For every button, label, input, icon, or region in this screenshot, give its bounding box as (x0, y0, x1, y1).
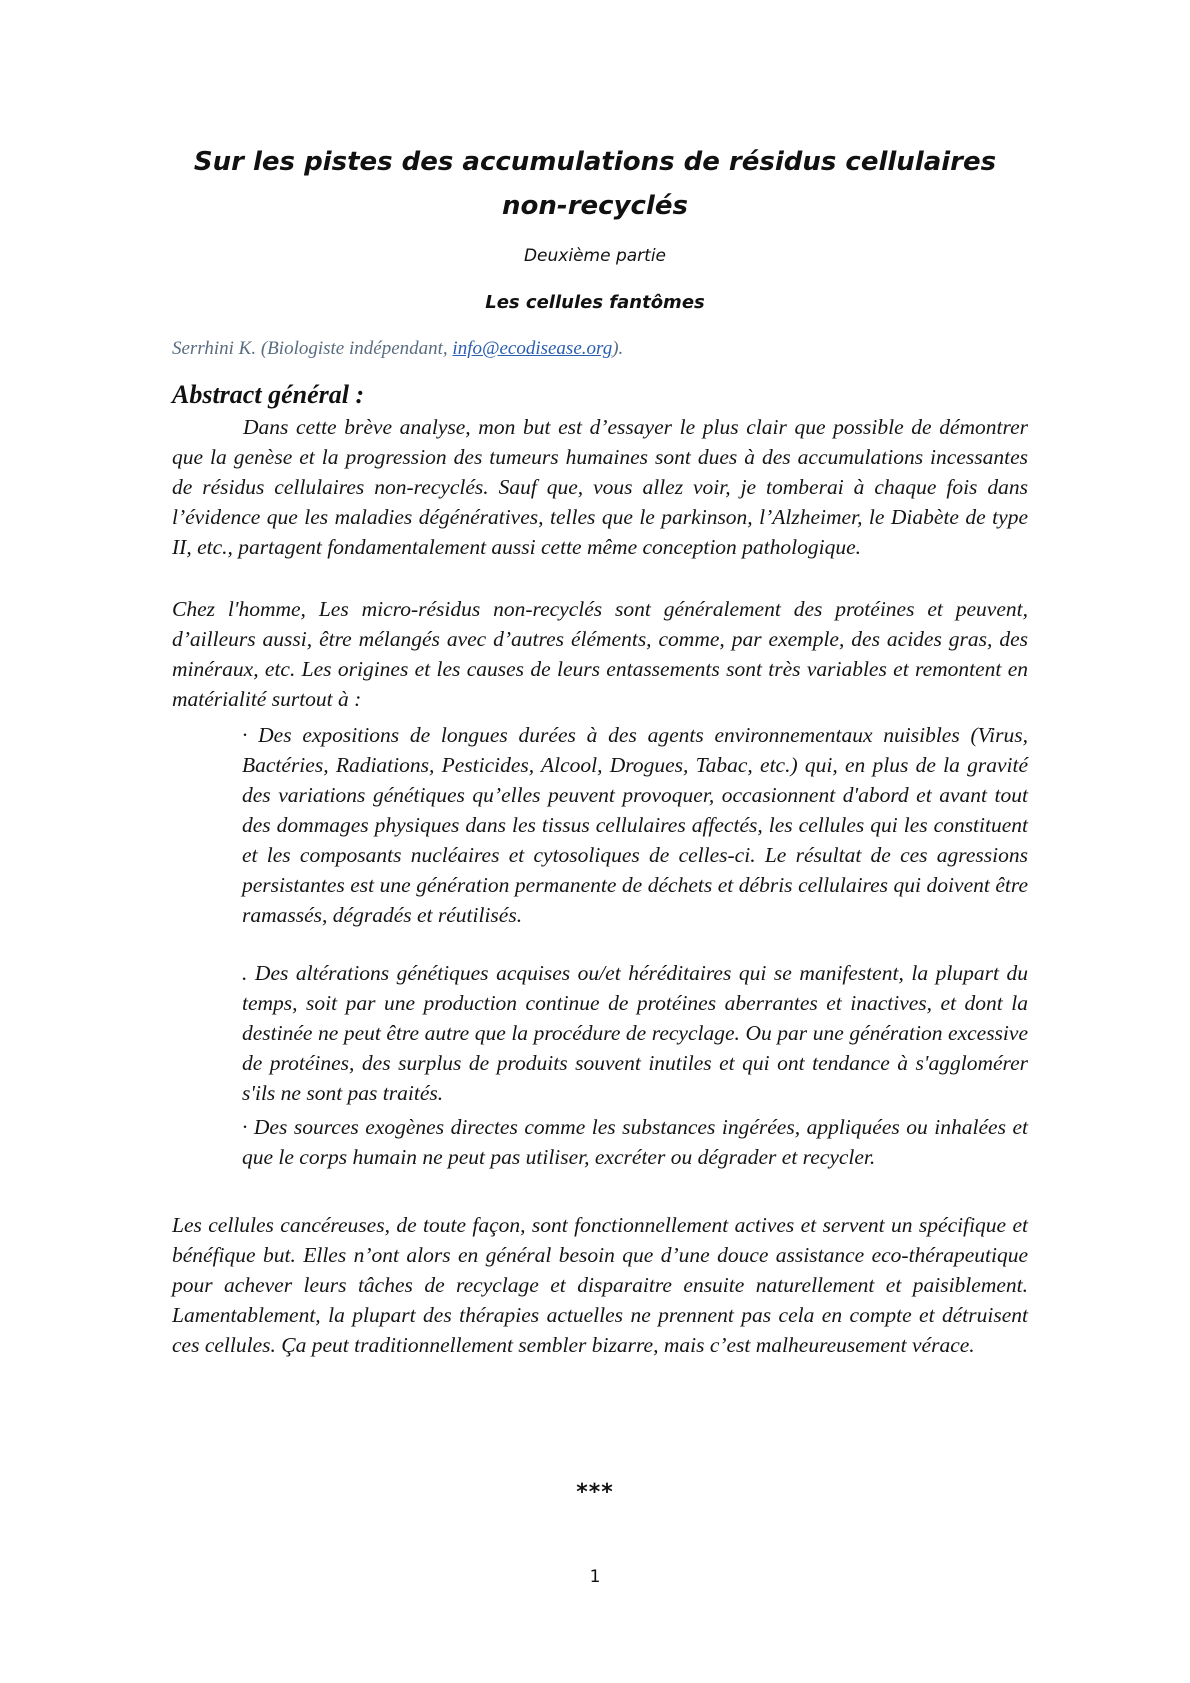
paragraph-conclusion: Les cellules cancéreuses, de toute façon, sont fonctionnellement actives et servent un spécifique et bénéfique but. Elles n’ont alors en général besoin que d’une douce assistance eco-thérapeutique pour achever leurs tâches de recyclage et disparaitre ensuite naturellement et paisiblement. Lamentablement, la plupart des thérapies actuelles ne prennent pas cela en compte et détruisent ces cellules. Ça peut traditionnellement sembler bizarre, mais c’est malheureusement vérace. (172, 1213, 1028, 1357)
author-name: Serrhini K. (Biologiste indépendant, (172, 338, 453, 359)
page-number: 1 (589, 1567, 601, 1587)
section-title: Les cellules fantômes (485, 292, 705, 313)
document-part: Deuxième partie (523, 246, 667, 266)
bullet-environment: · Des expositions de longues durées à des agents environnementaux nuisibles (Virus, Bactéries, Radiations, Pesticides, Alcool, Drogues, Tabac, etc.) qui, en plus de la gravité des variations génétiques qu’elles peuvent provoquer, occasionnent d'abord et avant tout des dommages physiques dans les tissus cellulaires affectés, les cellules qui les constituent et les composants nucléaires et cytosoliques de celles-ci. Le résultat de ces agressions persistantes est une génération permanente de déchets et débris cellulaires qui doivent être ramassés, dégradés et réutilisés. (242, 723, 1028, 927)
abstract-heading: Abstract général : (172, 380, 365, 409)
section-separator: *** (576, 1480, 614, 1505)
author-line (172, 338, 1022, 360)
bullet-genetic: . Des altérations génétiques acquises ou/et héréditaires qui se manifestent, la plupart du temps, soit par une production continue de protéines aberrantes et inactives, et dont la destinée ne peut être autre que la procédure de recyclage. Ou par une génération excessive de protéines, des surplus de produits souvent inutiles et qui ont tendance à s'agglomérer s'ils ne sont pas traités. (242, 961, 1028, 1105)
author-email-link[interactable]: info@ecodisease.org (452, 338, 613, 359)
paragraph-intro: Dans cette brève analyse, mon but est d’essayer le plus clair que possible de démontrer que la genèse et la progression des tumeurs humaines sont dues à des accumulations incessantes de résidus cellulaires non-recyclés. Sauf que, vous allez voir, je tomberai à chaque fois dans l’évidence que les maladies dégénératives, telles que le parkinson, l’Alzheimer, le Diabète de type II, etc., partagent fondamentalement aussi cette même conception pathologique. (172, 415, 1028, 559)
document-title: Sur les pistes des accumulations de résidus cellulaires non-recyclés (193, 147, 997, 221)
bullet-exogenous: · Des sources exogènes directes comme les substances ingérées, appliquées ou inhalées et que le corps humain ne peut pas utiliser, excréter ou dégrader et recycler. (242, 1115, 1028, 1169)
author-suffix: ). (612, 338, 624, 359)
paragraph-origins: Chez l'homme, Les micro-résidus non-recyclés sont généralement des protéines et peuvent, d’ailleurs aussi, être mélangés avec d’autres éléments, comme, par exemple, des acides gras, des minéraux, etc. Les origines et les causes de leurs entassements sont très variables et remontent en matérialité surtout à : (172, 597, 1028, 711)
